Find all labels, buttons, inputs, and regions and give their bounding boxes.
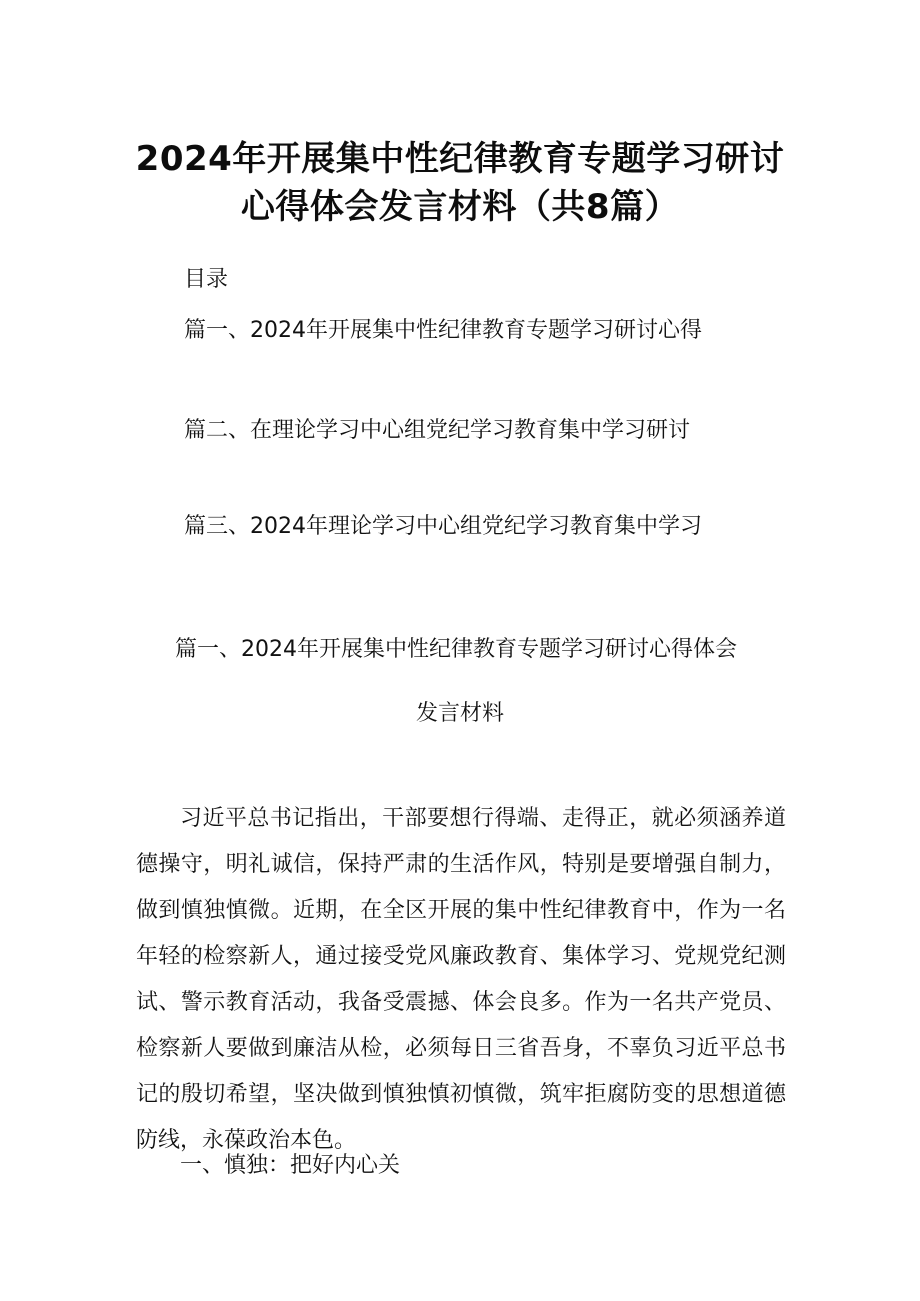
- toc-item-3[interactable]: 篇三、2024年理论学习中心组党纪学习教育集中学习: [184, 514, 702, 539]
- body-paragraph: 习近平总书记指出，干部要想行得端、走得正，就必须涵养道德操守，明礼诚信，保持严肃的生活作风，特别是要增强自制力，做到慎独慎微。近期，在全区开展的集中性纪律教育中，作为一名年轻的检察新人，通过接受党风廉政教育、集体学习、党规党纪测试、警示教育活动，我备受震撼、体会良多。作为一名共产党员、检察新人要做到廉洁从检，必须每日三省吾身，不辜负习近平总书记的殷切希望，坚决做到慎独慎初慎微，筑牢拒腐防变的思想道德防线，永葆政治本色。: [136, 806, 786, 1153]
- toc-heading: 目录: [184, 267, 229, 292]
- section-title-line-2: 发言材料: [415, 701, 504, 726]
- toc-item-2[interactable]: 篇二、在理论学习中心组党纪学习教育集中学习研讨: [184, 418, 691, 443]
- section-subheading: 一、慎独：把好内心关: [180, 1153, 401, 1178]
- document-title-line-1: 2024年开展集中性纪律教育专题学习研讨: [135, 139, 785, 179]
- section-title-line-1: 篇一、2024年开展集中性纪律教育专题学习研讨心得体会: [175, 637, 737, 662]
- document-title-line-2: 心得体会发言材料（共8篇）: [240, 187, 680, 227]
- toc-item-1[interactable]: 篇一、2024年开展集中性纪律教育专题学习研讨心得: [184, 318, 702, 343]
